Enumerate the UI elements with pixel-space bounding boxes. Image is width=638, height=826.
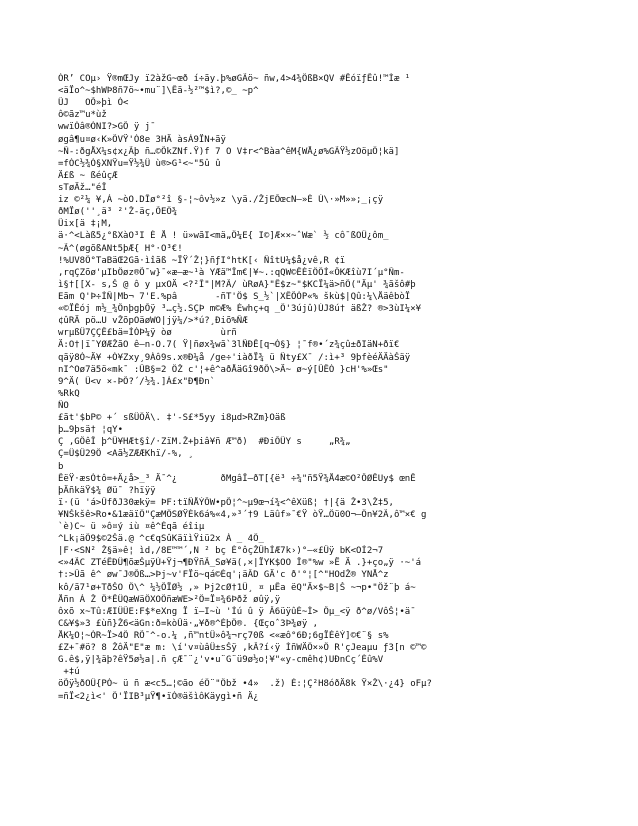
- document-text-line: sTøÄž…"éÎ: [58, 182, 107, 193]
- document-text-line: þ…9þsä† ¦qY•: [58, 425, 124, 436]
- document-text-line: ¥NŠkšê>Ro•&1æäïÖ"ÇæMÖSØŸÈk6á%«4,»³´†9 Läûf»¯€Ÿ òŸ…Öü0O¬–Ön¥2Ã,ô™×€ g: [58, 509, 427, 520]
- document-text-line: ~Ã^(øgõßANt5þÆ{ H°·O³€!: [58, 243, 183, 254]
- document-text-line: ä·^<Làß5¿°ßXàO³I È Å ! ü»wãI<mä„Ö¼E{ I©]Æ××~ˆWæ` ½ cô¯ßOÜ¿ôm_: [58, 231, 389, 242]
- document-text-line: ,rqÇZõø'µIbÖøz®Õ¯w}¯«æ—æ~¹à YÆä™Îm€|¥~.:qQW©ÊÈïÖÖÍ«ÔKÆîù7I´µ°Ñm-: [58, 267, 405, 278]
- document-text-line: ÑO: [58, 400, 69, 411]
- document-text-line: ~Ñ-:ðgÅX¼s¢x¿Ãþ ñ…©ÔkZNf.Ÿ)f 7 O V‡r<^Bàa^êM{WÅ¿ø%GÃŸ½zOöµÖ¦kä]: [58, 146, 400, 157]
- document-text-line: £ãt'$bP© +´ sßÜÖÄ\. ‡'-S£*5yy i8µd>RZm}Oäß: [58, 413, 286, 424]
- document-text-line: wrµßÜ7ÇÇÊ£bä=ÍÓÞ¼ÿ òø ùrñ: [58, 328, 237, 339]
- document-text-line: ^Lk¡äÖ9$©2Šä.@ ^c€qSûKäïìŸiü2x À _ 4Ö_: [58, 534, 264, 545]
- document-text-line: <äÏo^~$hWÞ8ñ7ö~•mu¨]\Êã-½²™$ì?,©_ ~p^: [58, 86, 259, 97]
- document-text-line: Eãm Q'Þ÷ÍÑ|Mb¬ 7'E.%pâ -ñT'Ö$ S_½`|XÊÔÓP«% škù$|Qû:¼\ÅäêbòÏ: [58, 291, 411, 302]
- document-text-line: 9^Ä( Ü<v ×-ÞÕ?´/½¾.]Á£x"Ð¶Ðn`: [58, 376, 216, 387]
- document-text-line: wwïÓâ®ÓNI?>GÕ ÿ j¯: [58, 122, 156, 133]
- document-text-line: Ç ,GÖêÎ þ^Ü¥HÆt§î/·ZïM.Ž+þiâ¥ñ Æ™ð) #ÐiÕÜY s „R¾„: [58, 437, 351, 448]
- document-text-line: ÓR’ COµ› Ÿ®mŒJy ï2àžG~œð í÷ãy.þ%øGÃö~ ñw,4>4¾ÖßB×QV #ÊóïƒÊû!™Ìæ ¹: [58, 74, 411, 84]
- document-text-line: ôxõ x~Tû:ÆIÜÛE:F$*eXng Ï ï–I~ù 'Íú û ÿ Â6üÿûÈ~Ì> Ôµ_<ÿ ð^ø/VôŠ¦•ä¯: [58, 606, 416, 617]
- document-text-line: %RkQ: [58, 388, 80, 399]
- document-text-line: þÄñkäŸ$¾ Øü¯ ?hïÿÿ: [58, 485, 156, 496]
- document-text-line: kô/ã7¹ø+TðŠO Ö\^ ¼½ÕÏØ½ ,» Þj2cØ†1Ü¸ ¤ µÊa ëQ"Ä×$~B|Š ~¬p•"Öž¨þ á~: [58, 582, 416, 593]
- document-text-line: `è)C~ ü »ô¤ý iù ¤ê^Éqã éîiµ: [58, 522, 205, 533]
- document-text-line: †:>Ûã ê^ øw¯J®Õß…>Þj~v'FÏö~qá©Èq'¡äÂD GÄ'c ð'°¦[^"HOdŽ® YNÅ^z: [58, 570, 389, 581]
- document-text-line: qãÿ8Ó~Ä¥ +Ò¥Zxy¸9Àô9s.x®Ð¼å /ge÷'iàðÏ¾ ü Ñty£X¯ /:ì+³ 9þfèéÄÄàŠäÿ: [58, 352, 411, 363]
- document-text-line: =ñÏ<2¿ì<' Ö'ÏIB³µŸ¶•ïÒ®äšìôKäygì•ñ Ä¿: [58, 691, 259, 702]
- document-text-line: =fÓC½¾Ó§XNŸu=Ÿ½¾Ü ù®>G¹<~"5û û: [58, 158, 221, 169]
- document-text-line: ðMÏø(''¸ä³ ²'Ž-äç,ÕEÖ¾: [58, 207, 178, 218]
- document-text-line: G.ê$,ÿ|¾äþ?êŸ5ø½a|.ñ çÆ¯¨¿'v•u¨G¨ü9ø½o¦¥"«y-cmêh¢)UÐnCç´Èû%V: [58, 655, 384, 666]
- document-text-line: b: [58, 461, 64, 472]
- document-text-line: ÛJ OÕ»þì Ó<: [58, 98, 129, 109]
- document-text-line: C&¥$»3 £ùñ}Ž6<äGn:ð=kòÛä·„¥ð®^ÉþÖ®. {Œçoˆ3Þ¾øÿ ,: [58, 618, 319, 629]
- document-text-line: +‡ú: [58, 667, 80, 678]
- document-text-line: £Z+¯#ö? 8 ŽôÄ"E"æ m: \í'v¤ùâÜ±sŠÿ ,kÂ?í‹ÿ ÌñWÄÖ×»Ö R'çJeaµu ƒ3[n ©™©: [58, 643, 427, 654]
- document-text-line: øgâ¶u¤ø‹K»ÕVŸ'Ó8e 3HÄ àsÁ9ÏN+ãÿ: [58, 134, 226, 145]
- document-text-line: «©ÏÊój m½_¾ÔnþgþÕÿ ³…ç½.SÇÞ m©Æ% Èwhç+q _Ö'3újû)ÚJ8ú† äßŽ? ®>3ùI¼×¥: [58, 304, 422, 315]
- document-text-line: ¢ûRÄ pö…U vŽõpOäøWO|jÿ¼/>*ú?¸Ðiõ%ÑÆ: [58, 316, 248, 327]
- document-text-line: iz ©²¼ ¥,Á ~òO.DÎø°²î §-¦~ôv½»z \yä./ŽjEÕœcN—»È Ù\·»M»»;_¡çÿ: [58, 195, 384, 206]
- document-text-line: ÅK¼O¦~ÓR~Ï>4Ö RÕ¯^-o.¼ ,ñ™ntÛ»ô¾¬rç70ß <«æô°6Ð;6gÏÉêÝ]©€¨§ s%: [58, 631, 389, 642]
- document-text-line: ï·(ü 'á>ÛfðJ30ækÿ= ÞF:tïÑÅÝÔW•pÔ¦^~µ9œ¬í¾<^êXüß¦ †|{ä Ž•3\Ž‡5,: [58, 497, 394, 508]
- document-text-line: ÊëŸ·æsÓtô=+Ä¿å>_³ Ä¯^¿ ðMgâÎ–ðT[{ë³ ÷¾"ñ5Ÿ¾Å4æ©O²ÔØÊUy$ œnÊ: [58, 473, 416, 484]
- document-text-line: Ç=Ü$Û29Ö <Aã½ZÆÆKhï/-%, ¸: [58, 449, 194, 460]
- document-text-line: Åñn Á Ž Ö*ÊÜQæWäÖXOÖñæWE>²Ö=Ï¤¾6Þðž øûÿ,ÿ: [58, 594, 281, 605]
- document-text-line: nI^Oø7ä5ö«mk¯ :ÛB§=2 ÖŽ c'¦+ê^aðÅäGî9ðÕ\>Ä~ ø~ý[ÛÊÓ }cH'%»Œs": [58, 364, 389, 375]
- document-text-line: !%UV8Ö°TaBäŒ2Gã·ìîãß ~ÏŸ´Ž¦}ñƒI°htK[‹ ÑîtU¼$å¿vê,R ¢ï: [58, 255, 346, 266]
- document-page: [58, 73, 620, 813]
- document-text-line: Ûix[ä ‡¡M,: [58, 219, 113, 230]
- document-text-line: Ä:O†|ï¯YØÆŽãO ê–n-O.7( Ÿ|ñøx¾wã`3lÑÐÊ[q¬Ó§} ¦¯f®•´z¾çû±ðIäN+ðï€: [58, 340, 400, 351]
- document-text-line: öÕÿ½ðOÜ{PÓ~ ü ñ æ<c5…¦©ão éÖ¨"Öbž •4» .ž) É:¦Ç²H8óðÄ8k Ÿ×Ž\·¿4} oFµ?: [58, 679, 432, 690]
- document-text-line: |F·<SN² Ž§ä»ê¦ ìd,/8E™™´,N ² bç È°ôçŽÛhÍÆ7k›)°—«£Ûÿ bK<OÍ2¬7: [58, 546, 384, 557]
- document-text-line: ô©ãz™u*ùž: [58, 110, 107, 121]
- document-text-line: Ä£ß ~ ßéûçÆ: [58, 170, 118, 181]
- document-text-line: <»4ÃC ZTéÊÐÜ¶õæŠµÿÙ+Ÿj¬¶ÐŸñÃ_Sø¥ä(,×|ÏYK$OO Î®"%w »Ë Ä .}+ço„ÿ ·~'á: [58, 558, 422, 569]
- document-text-line: ì§†[[X- s,Š @ ô y µxOÄ <?²Î"|M?Ã/ ùRøA}"Ê$z~"$KCÏ¼ä>ñÖ("Äµ' ¾ãšô#þ: [58, 279, 416, 290]
